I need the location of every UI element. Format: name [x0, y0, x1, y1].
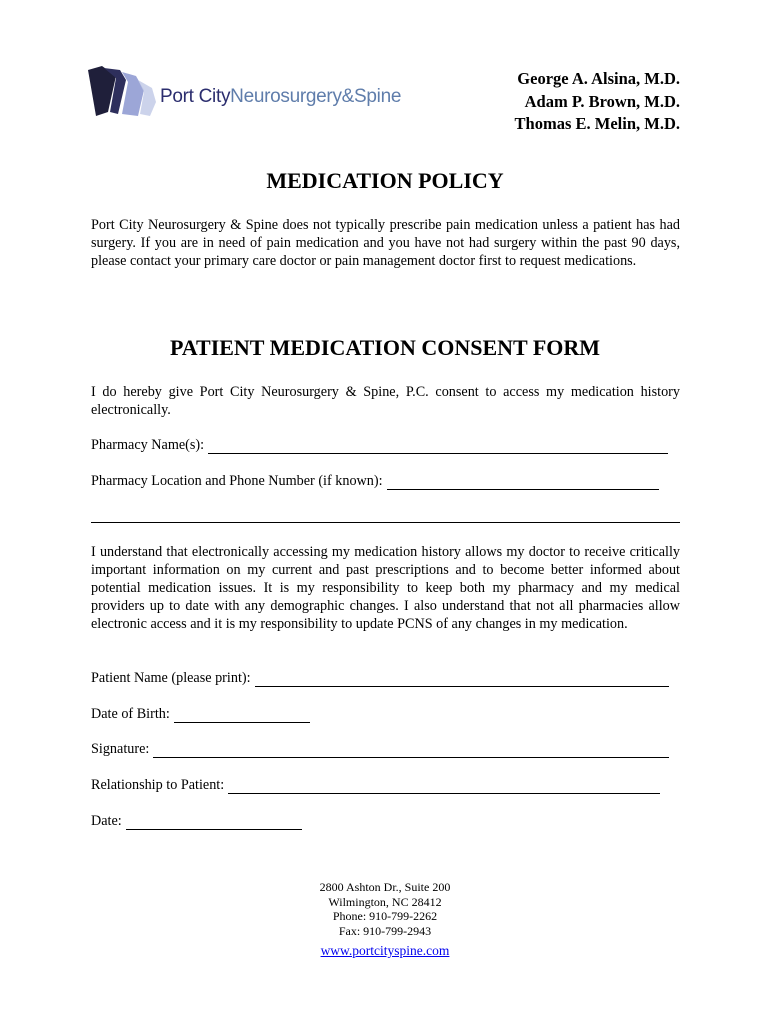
logo-wordmark: Port CityNeurosurgery&Spine: [160, 86, 402, 107]
pharmacy-location-label: Pharmacy Location and Phone Number (if known):: [91, 473, 383, 489]
phone-number: Phone: 910-799-2262: [332, 909, 438, 923]
consent-title: PATIENT MEDICATION CONSENT FORM: [169, 335, 601, 360]
pharmacy-names-line[interactable]: [208, 440, 668, 454]
physician-name: Thomas E. Melin, M.D.: [514, 114, 680, 133]
website-link[interactable]: www.portcityspine.com: [320, 943, 450, 958]
date-field[interactable]: [91, 812, 302, 830]
policy-title: MEDICATION POLICY: [266, 168, 504, 193]
pharmacy-names-field[interactable]: [91, 436, 668, 454]
dob-line[interactable]: [174, 709, 310, 723]
address-line-1: 2800 Ashton Dr., Suite 200: [319, 880, 451, 894]
fax-number: Fax: 910-799-2943: [338, 923, 432, 938]
date-label: Date:: [91, 813, 122, 829]
relationship-label: Relationship to Patient:: [91, 777, 225, 793]
pharmacy-location-field[interactable]: [91, 472, 659, 490]
pharmacy-location-line-2[interactable]: [91, 522, 680, 523]
policy-text: Port City Neurosurgery & Spine does not typically prescribe pain medication unless a patient has had surgery. If you are in need of pain medication and you have not had surgery within the past 90 days, please contact your primary care doctor or pain management doctor first to request medications.: [91, 217, 680, 269]
dob-label: Date of Birth:: [91, 706, 170, 722]
footer-contact: [0, 880, 770, 959]
relationship-field[interactable]: [91, 776, 660, 794]
understanding-text: I understand that electronically accessing my medication history allows my doctor to receive critically important information on my current and past prescriptions and to become better informed about potential medication issues. It is my responsibility to keep both my pharmacy and my medical providers up to date with any demographic changes. I also understand that not all pharmacies allow electronic access and it is my responsibility to update PCNS of any changes in my medication.: [91, 544, 680, 632]
dob-field[interactable]: [91, 705, 310, 723]
pharmacy-location-line[interactable]: [387, 476, 659, 490]
physician-name: George A. Alsina, M.D.: [517, 69, 680, 88]
signature-label: Signature:: [91, 741, 150, 757]
pharmacy-names-label: Pharmacy Name(s):: [91, 437, 205, 453]
date-line[interactable]: [126, 816, 302, 830]
physician-list: [515, 68, 680, 136]
signature-line[interactable]: [153, 744, 669, 758]
spine-logo-icon: [86, 66, 158, 118]
patient-name-line[interactable]: [255, 673, 669, 687]
relationship-line[interactable]: [228, 780, 660, 794]
company-logo: [86, 66, 416, 118]
address-line-2: Wilmington, NC 28412: [328, 894, 442, 909]
consent-intro: I do hereby give Port City Neurosurgery & Spine, P.C. consent to access my medication history electronically.: [91, 384, 680, 418]
physician-name: Adam P. Brown, M.D.: [524, 91, 680, 111]
patient-name-label: Patient Name (please print):: [91, 670, 251, 686]
patient-name-field[interactable]: [91, 669, 669, 687]
signature-field[interactable]: [91, 740, 669, 758]
